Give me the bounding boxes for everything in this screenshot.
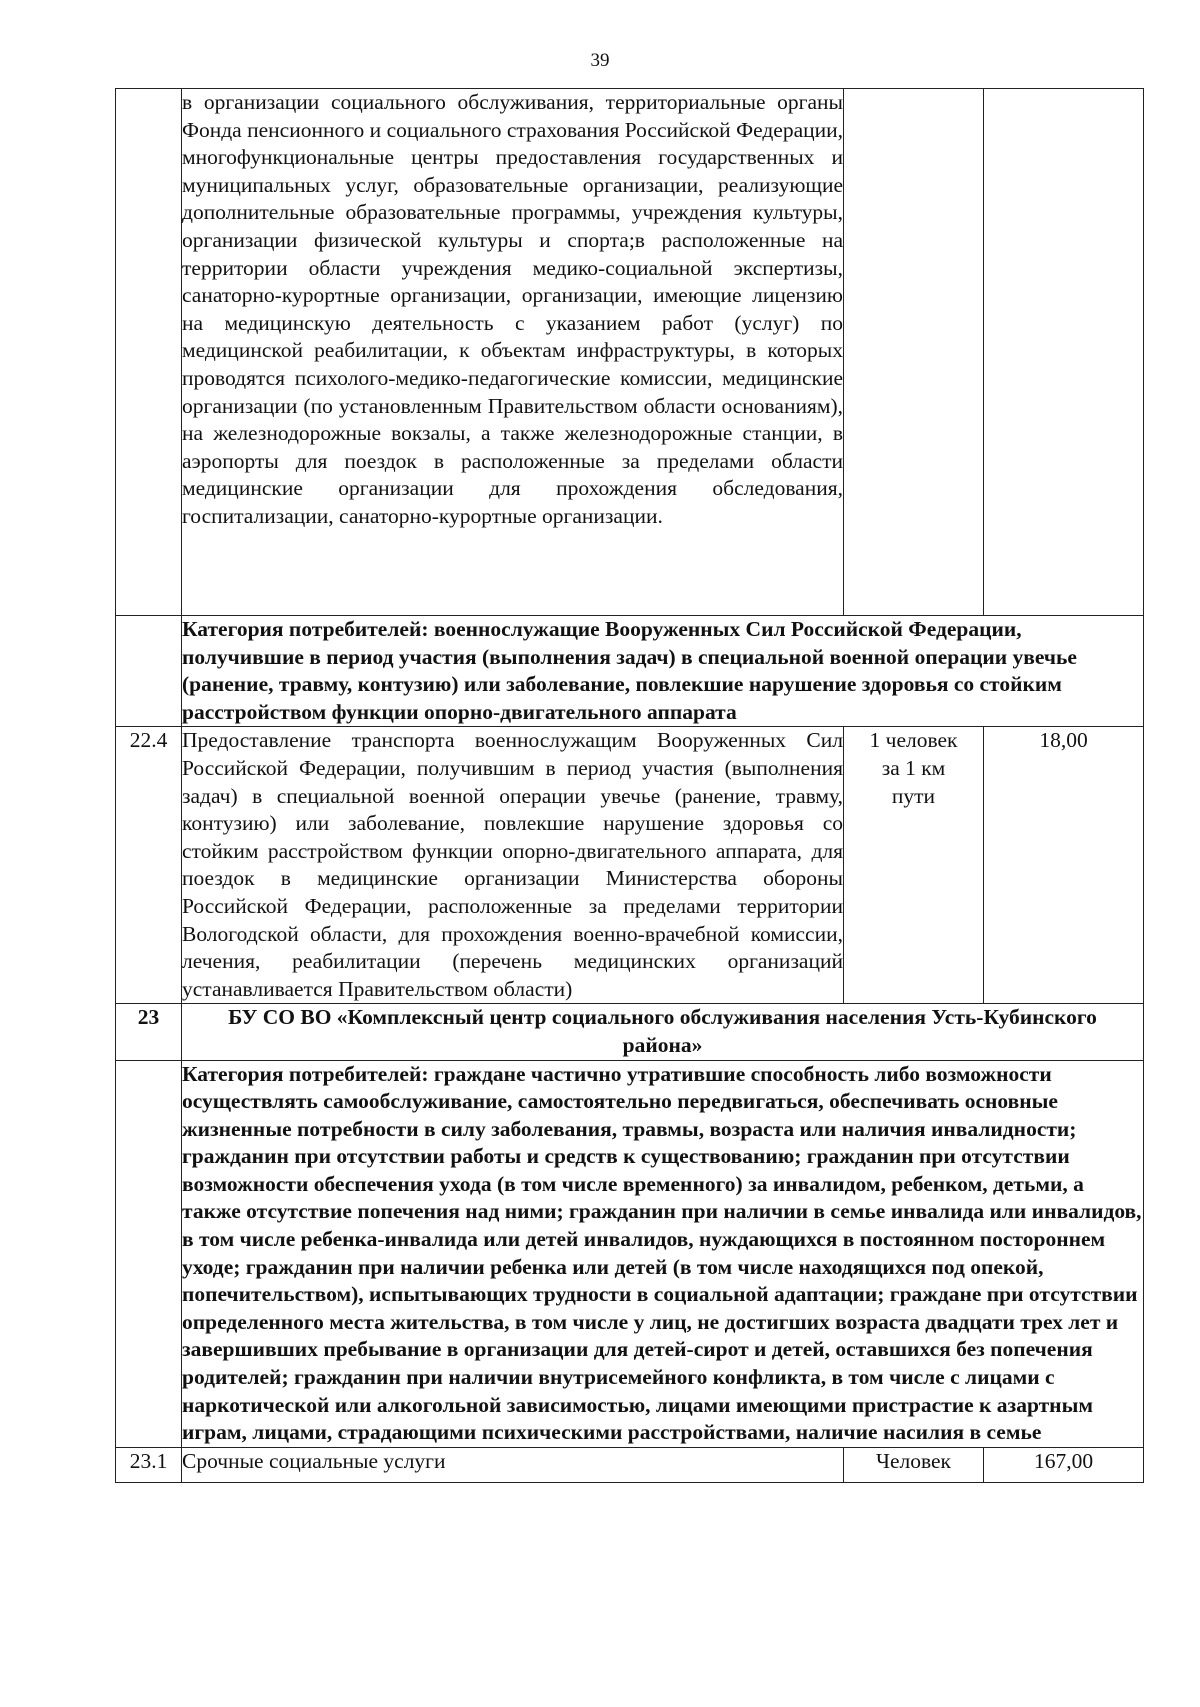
table-row-category: [116, 1060, 1144, 1447]
unit-of-measure: [844, 727, 984, 1004]
table-row-continuation: [116, 89, 1144, 616]
tariff-table: [115, 88, 1144, 1483]
tariff-value: 18,00: [984, 727, 1144, 1004]
unit-line: пути: [891, 783, 936, 808]
number-cell-empty: [116, 1060, 182, 1447]
consumer-category-heading: Категория потребителей: граждане частично утратившие способность либо возможности осуществлять самообслуживание, самостоятельно передвигаться, обеспечивать основные жизненные потребности в силу заболевания, травмы, возраста или наличия инвалидности; гражданин при отсутствии работы и средств к существованию; гражданин при отсутствии возможности обеспечения ухода (в том числе временного) за инвалидом, ребенком, детьми, а также отсутствие попечения над ними; гражданин при наличии в семье инвалида или инвалидов, в том числе ребенка-инвалида или детей инвалидов, нуждающихся в постоянном постороннем уходе; гражданин при наличии ребенка или детей (в том числе находящихся под опекой, попечительством), испытывающих трудности в социальной адаптации; граждане при отсутствии определенного места жительства, в том числе у лиц, не достигших возраста двадцати трех лет и завершивших пребывание в организации для детей-сирот и детей, оставшихся без попечения родителей; гражданин при наличии внутрисемейного конфликта, в том числе с лицами с наркотической или алкогольной зависимостью, лицами имеющими пристрастие к азартным играм, лицами, страдающими психическими расстройствами, наличие насилия в семье: [182, 1060, 1144, 1447]
unit-of-measure: Человек: [844, 1447, 984, 1482]
unit-line: 1 человек: [869, 728, 958, 753]
service-description: Срочные социальные услуги: [182, 1447, 844, 1482]
consumer-category-heading: Категория потребителей: военнослужащие Вооруженных Сил Российской Федерации, получившие в период участия (выполнения задач) в специальной военной операции увечье (ранение, травму, контузию) или заболевание, повлекшие нарушение здоровья со стойким расстройством функции опорно-двигательного аппарата: [182, 616, 1144, 727]
number-cell-empty: [116, 616, 182, 727]
row-number: 22.4: [116, 727, 182, 1004]
unit-line: за 1 км: [881, 755, 946, 780]
service-description: Предоставление транспорта военнослужащим Вооруженных Сил Российской Федерации, получившим в период участия (выполнения задач) в специальной военной операции увечье (ранение, травму, контузию) или заболевание, повлекшие нарушение здоровья со стойким расстройством функции опорно-двигательного аппарата, для поездок в медицинские организации Министерства обороны Российской Федерации, расположенные за пределами территории Вологодской области, для прохождения военно-врачебной комиссии, лечения, реабилитации (перечень медицинских организаций устанавливается Правительством области): [182, 727, 844, 1004]
table-row-category: [116, 616, 1144, 727]
row-number: 23: [116, 1004, 182, 1060]
unit-cell-empty: [844, 89, 984, 616]
tariff-value: 167,00: [984, 1447, 1144, 1482]
number-cell-empty: [116, 89, 182, 616]
table-row-22-4: [116, 727, 1144, 1004]
table-row-23-1: [116, 1447, 1144, 1482]
row-number: 23.1: [116, 1447, 182, 1482]
service-description-continuation: в организации социального обслуживания, территориальные органы Фонда пенсионного и социального страхования Российской Федерации, многофункциональные центры предоставления государственных и муниципальных услуг, образовательные организации, реализующие дополнительные образовательные программы, учреждения культуры, организации физической культуры и спорта;в расположенные на территории области учреждения медико-социальной экспертизы, санаторно-курортные организации, организации, имеющие лицензию на медицинскую деятельность с указанием работ (услуг) по медицинской реабилитации, к объектам инфраструктуры, в которых проводятся психолого-медико-педагогические комиссии, медицинские организации (по установленным Правительством области основаниям), на железнодорожные вокзалы, а также железнодорожные станции, в аэропорты для поездок в расположенные за пределами области медицинские организации для прохождения обследования, госпитализации, санаторно-курортные организации.: [182, 89, 844, 616]
page-number: 39: [590, 50, 610, 71]
table-row-23: [116, 1004, 1144, 1060]
price-cell-empty: [984, 89, 1144, 616]
organization-name: БУ СО ВО «Комплексный центр социального обслуживания населения Усть-Кубинского района»: [182, 1004, 1144, 1060]
